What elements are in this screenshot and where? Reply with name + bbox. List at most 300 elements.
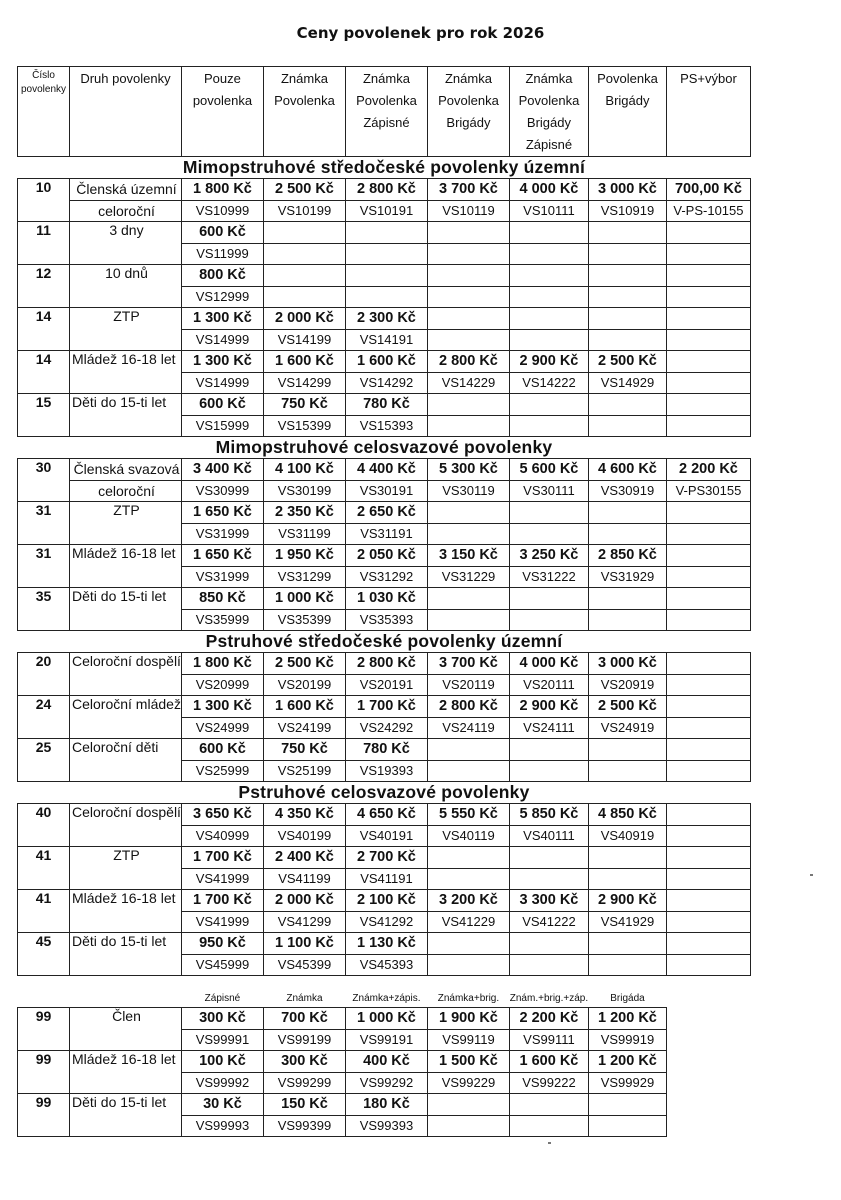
code-cell: VS15399 [263, 415, 345, 437]
price-cell [666, 804, 750, 826]
scan-speck [548, 1142, 551, 1144]
price-cell: 3 300 Kč [509, 890, 588, 912]
price-row [18, 394, 751, 416]
code-cell: VS14222 [509, 372, 588, 394]
spacer [666, 1051, 750, 1073]
price-cell: 2 200 Kč [509, 1008, 588, 1030]
spacer [18, 976, 751, 990]
price-cell [509, 265, 588, 287]
price-cell [666, 847, 750, 869]
code-cell: VS99991 [181, 1029, 263, 1051]
code-cell [666, 609, 750, 631]
price-cell: 4 600 Kč [588, 459, 666, 481]
permit-number: 99 [18, 1094, 70, 1137]
code-cell [666, 415, 750, 437]
code-cell: VS24199 [263, 717, 345, 739]
code-cell: VS24999 [181, 717, 263, 739]
price-cell: 1 300 Kč [181, 351, 263, 373]
price-cell: 1 900 Kč [427, 1008, 509, 1030]
price-cell: 1 600 Kč [263, 351, 345, 373]
price-cell [588, 502, 666, 524]
price-cell: 5 850 Kč [509, 804, 588, 826]
price-cell [588, 265, 666, 287]
price-cell: 2 300 Kč [345, 308, 427, 330]
price-cell: 1 500 Kč [427, 1051, 509, 1073]
code-cell [588, 243, 666, 265]
price-cell [666, 933, 750, 955]
price-cell: 2 500 Kč [588, 351, 666, 373]
price-cell [427, 933, 509, 955]
price-cell: 5 300 Kč [427, 459, 509, 481]
code-cell: VS41299 [263, 911, 345, 933]
permit-type: ZTP [70, 847, 182, 890]
code-cell: VS25199 [263, 760, 345, 782]
price-cell: 30 Kč [181, 1094, 263, 1116]
spacer [666, 1094, 750, 1116]
code-cell [666, 954, 750, 976]
permit-type: Celoroční dospělí [70, 653, 182, 696]
header-col-7: PS+výbor [666, 67, 750, 157]
price-cell: 2 800 Kč [345, 653, 427, 675]
code-cell: VS99992 [181, 1072, 263, 1094]
header-col-2: Známka Povolenka [263, 67, 345, 157]
code-cell: VS40919 [588, 825, 666, 847]
permit-number: 41 [18, 847, 70, 890]
price-cell: 2 350 Kč [263, 502, 345, 524]
price-cell: 300 Kč [263, 1051, 345, 1073]
supplement-header: Známka+brig. [427, 990, 509, 1008]
price-cell: 750 Kč [263, 394, 345, 416]
price-row [18, 308, 751, 330]
price-cell [666, 351, 750, 373]
code-cell [427, 1115, 509, 1137]
code-cell: VS35399 [263, 609, 345, 631]
price-row [18, 588, 751, 610]
price-cell [666, 739, 750, 761]
price-cell: 2 500 Kč [263, 179, 345, 201]
code-cell [345, 286, 427, 308]
code-cell: V-PS30155 [666, 480, 750, 502]
code-cell: VS20199 [263, 674, 345, 696]
price-cell: 1 700 Kč [181, 847, 263, 869]
price-cell [509, 222, 588, 244]
price-cell: 180 Kč [345, 1094, 427, 1116]
price-row [18, 890, 751, 912]
spacer [666, 1029, 750, 1051]
code-cell [427, 954, 509, 976]
code-cell: VS10199 [263, 200, 345, 222]
code-cell: VS99399 [263, 1115, 345, 1137]
supplement-price-row [18, 1051, 751, 1073]
permit-number: 14 [18, 351, 70, 394]
price-cell: 1 800 Kč [181, 179, 263, 201]
price-cell: 3 000 Kč [588, 179, 666, 201]
price-cell [588, 394, 666, 416]
code-cell [509, 868, 588, 890]
price-cell: 2 100 Kč [345, 890, 427, 912]
price-cell [666, 588, 750, 610]
code-cell [588, 609, 666, 631]
code-cell: VS40191 [345, 825, 427, 847]
code-cell [588, 954, 666, 976]
section-title: Mimopstruhové celosvazové povolenky [215, 437, 553, 457]
price-cell [666, 222, 750, 244]
code-cell: VS20191 [345, 674, 427, 696]
permit-number: 35 [18, 588, 70, 631]
code-cell: VS30919 [588, 480, 666, 502]
permit-number: 30 [18, 459, 70, 502]
price-cell [588, 588, 666, 610]
price-cell: 600 Kč [181, 222, 263, 244]
code-cell: VS31299 [263, 566, 345, 588]
price-row [18, 696, 751, 718]
price-cell: 3 250 Kč [509, 545, 588, 567]
code-cell: VS45399 [263, 954, 345, 976]
code-cell [427, 523, 509, 545]
price-cell: 3 650 Kč [181, 804, 263, 826]
section-title: Mimopstruhové středočeské povolenky územní [182, 157, 586, 177]
code-cell: VS30999 [181, 480, 263, 502]
price-cell: 2 850 Kč [588, 545, 666, 567]
price-cell [427, 222, 509, 244]
code-cell [427, 868, 509, 890]
code-cell: VS45999 [181, 954, 263, 976]
price-cell [509, 1094, 588, 1116]
code-cell: VS41229 [427, 911, 509, 933]
price-cell [588, 222, 666, 244]
price-cell: 4 350 Kč [263, 804, 345, 826]
code-cell: VS20111 [509, 674, 588, 696]
price-cell: 600 Kč [181, 394, 263, 416]
spacer [666, 990, 750, 1008]
price-cell [666, 890, 750, 912]
code-cell [588, 868, 666, 890]
code-cell: VS31199 [263, 523, 345, 545]
price-cell: 2 900 Kč [509, 351, 588, 373]
header-col-5: Známka Povolenka Brigády Zápisné [509, 67, 588, 157]
price-row [18, 179, 751, 201]
price-cell: 4 850 Kč [588, 804, 666, 826]
code-cell [666, 372, 750, 394]
code-cell [666, 286, 750, 308]
price-cell: 2 000 Kč [263, 308, 345, 330]
price-cell: 5 550 Kč [427, 804, 509, 826]
price-cell: 1 650 Kč [181, 502, 263, 524]
permit-type: Členská svazová [70, 459, 182, 481]
code-cell [509, 523, 588, 545]
price-row [18, 265, 751, 287]
code-cell: VS15393 [345, 415, 427, 437]
spacer-row [18, 976, 751, 990]
price-cell: 4 100 Kč [263, 459, 345, 481]
code-cell: VS14929 [588, 372, 666, 394]
permit-type: Děti do 15-ti let [70, 1094, 182, 1137]
permit-type: Mládež 16-18 let [70, 890, 182, 933]
permit-number: 11 [18, 222, 70, 265]
price-row [18, 351, 751, 373]
code-cell [588, 523, 666, 545]
code-cell: VS10119 [427, 200, 509, 222]
price-cell: 2 800 Kč [427, 696, 509, 718]
price-cell: 3 400 Kč [181, 459, 263, 481]
code-cell [427, 243, 509, 265]
code-cell: VS41199 [263, 868, 345, 890]
code-cell: VS41929 [588, 911, 666, 933]
price-cell [666, 696, 750, 718]
price-row [18, 222, 751, 244]
code-cell: VS40199 [263, 825, 345, 847]
price-cell [509, 502, 588, 524]
permit-number: 31 [18, 545, 70, 588]
price-cell [427, 588, 509, 610]
section-row [18, 157, 751, 179]
price-cell [427, 502, 509, 524]
code-cell [666, 911, 750, 933]
code-cell: V-PS-10155 [666, 200, 750, 222]
section-row [18, 782, 751, 804]
price-cell: 3 200 Kč [427, 890, 509, 912]
price-cell: 1 650 Kč [181, 545, 263, 567]
code-cell [427, 415, 509, 437]
price-cell: 3 700 Kč [427, 653, 509, 675]
code-cell: VS99111 [509, 1029, 588, 1051]
price-cell: 1 000 Kč [263, 588, 345, 610]
price-cell: 2 900 Kč [588, 890, 666, 912]
price-cell [666, 502, 750, 524]
code-cell: VS30119 [427, 480, 509, 502]
code-cell: VS30191 [345, 480, 427, 502]
code-cell [509, 1115, 588, 1137]
header-type: Druh povolenky [70, 67, 182, 157]
permit-type: ZTP [70, 308, 182, 351]
header-col-6: Povolenka Brigády [588, 67, 666, 157]
code-cell: VS41191 [345, 868, 427, 890]
price-cell [427, 394, 509, 416]
code-cell: VS14229 [427, 372, 509, 394]
price-cell [666, 653, 750, 675]
price-cell: 2 400 Kč [263, 847, 345, 869]
price-cell: 750 Kč [263, 739, 345, 761]
permit-number: 20 [18, 653, 70, 696]
price-cell: 100 Kč [181, 1051, 263, 1073]
code-cell: VS31929 [588, 566, 666, 588]
code-cell: VS14191 [345, 329, 427, 351]
header-col-3: Známka Povolenka Zápisné [345, 67, 427, 157]
permit-type: 3 dny [70, 222, 182, 265]
price-cell [588, 933, 666, 955]
price-cell [588, 739, 666, 761]
permit-type: Mládež 16-18 let [70, 351, 182, 394]
code-cell: VS14199 [263, 329, 345, 351]
supplement-price-row [18, 1008, 751, 1030]
code-cell: VS99929 [588, 1072, 666, 1094]
code-cell [666, 566, 750, 588]
price-row [18, 502, 751, 524]
permit-number: 45 [18, 933, 70, 976]
header-row [18, 67, 751, 157]
code-cell [509, 415, 588, 437]
code-cell: VS20119 [427, 674, 509, 696]
price-cell: 1 130 Kč [345, 933, 427, 955]
price-cell [666, 394, 750, 416]
code-cell: VS45393 [345, 954, 427, 976]
scan-speck [810, 874, 813, 876]
code-row [18, 480, 751, 502]
price-cell [263, 222, 345, 244]
price-cell [509, 739, 588, 761]
permit-number: 99 [18, 1051, 70, 1094]
permit-number: 14 [18, 308, 70, 351]
code-cell: VS99919 [588, 1029, 666, 1051]
permit-number: 99 [18, 1008, 70, 1051]
price-cell [509, 308, 588, 330]
permit-number: 10 [18, 179, 70, 222]
code-cell: VS19393 [345, 760, 427, 782]
price-cell: 1 600 Kč [509, 1051, 588, 1073]
code-cell: VS41292 [345, 911, 427, 933]
price-cell: 4 650 Kč [345, 804, 427, 826]
price-cell: 3 000 Kč [588, 653, 666, 675]
code-cell: VS99993 [181, 1115, 263, 1137]
price-cell [427, 308, 509, 330]
permit-type-detail: celoroční [70, 480, 182, 502]
code-cell [509, 243, 588, 265]
price-row [18, 804, 751, 826]
price-cell: 2 800 Kč [427, 351, 509, 373]
price-cell: 2 900 Kč [509, 696, 588, 718]
code-cell [666, 825, 750, 847]
price-cell: 1 300 Kč [181, 308, 263, 330]
price-cell: 1 800 Kč [181, 653, 263, 675]
price-cell: 780 Kč [345, 394, 427, 416]
price-cell [509, 588, 588, 610]
code-cell: VS10999 [181, 200, 263, 222]
price-cell: 5 600 Kč [509, 459, 588, 481]
code-cell: VS24292 [345, 717, 427, 739]
price-cell: 2 000 Kč [263, 890, 345, 912]
code-row [18, 200, 751, 222]
price-cell: 1 300 Kč [181, 696, 263, 718]
section-row [18, 437, 751, 459]
header-col-4: Známka Povolenka Brigády [427, 67, 509, 157]
code-cell: VS40119 [427, 825, 509, 847]
permit-type: 10 dnů [70, 265, 182, 308]
section-row [18, 631, 751, 653]
price-cell [427, 739, 509, 761]
permit-type: Členská územní [70, 179, 182, 201]
price-cell [588, 847, 666, 869]
supplement-header: Znám.+brig.+záp. [509, 990, 588, 1008]
price-cell [666, 265, 750, 287]
supplement-header: Zápisné [181, 990, 263, 1008]
code-cell [666, 329, 750, 351]
code-cell [427, 760, 509, 782]
code-cell: VS24919 [588, 717, 666, 739]
price-cell: 780 Kč [345, 739, 427, 761]
price-cell: 1 200 Kč [588, 1008, 666, 1030]
header-number: Číslo povolenky [18, 67, 70, 157]
code-cell: VS31229 [427, 566, 509, 588]
supplement-header: Brigáda [588, 990, 666, 1008]
code-cell [345, 243, 427, 265]
permit-type: Celoroční mládež [70, 696, 182, 739]
code-cell: VS15999 [181, 415, 263, 437]
price-cell: 2 700 Kč [345, 847, 427, 869]
permit-number: 41 [18, 890, 70, 933]
price-row [18, 933, 751, 955]
code-cell: VS35393 [345, 609, 427, 631]
price-cell: 400 Kč [345, 1051, 427, 1073]
permit-type: Mládež 16-18 let [70, 545, 182, 588]
price-cell [509, 933, 588, 955]
supplement-price-row [18, 1094, 751, 1116]
permit-type: Celoroční dospělí [70, 804, 182, 847]
code-cell: VS11999 [181, 243, 263, 265]
price-cell [345, 222, 427, 244]
code-cell: VS20999 [181, 674, 263, 696]
price-cell [427, 265, 509, 287]
code-cell: VS14299 [263, 372, 345, 394]
permit-number: 12 [18, 265, 70, 308]
code-cell: VS20919 [588, 674, 666, 696]
code-cell [263, 286, 345, 308]
price-row [18, 653, 751, 675]
supplement-header: Známka [263, 990, 345, 1008]
header-col-1: Pouze povolenka [181, 67, 263, 157]
price-cell [509, 394, 588, 416]
permit-type: Celoroční děti [70, 739, 182, 782]
code-cell: VS14999 [181, 329, 263, 351]
code-cell: VS41222 [509, 911, 588, 933]
code-cell: VS40999 [181, 825, 263, 847]
code-cell [427, 609, 509, 631]
code-cell: VS99222 [509, 1072, 588, 1094]
code-cell: VS12999 [181, 286, 263, 308]
code-cell: VS99292 [345, 1072, 427, 1094]
code-cell: VS41999 [181, 868, 263, 890]
price-cell: 4 400 Kč [345, 459, 427, 481]
code-cell: VS99299 [263, 1072, 345, 1094]
code-cell [588, 1115, 666, 1137]
price-cell: 2 200 Kč [666, 459, 750, 481]
code-cell [588, 760, 666, 782]
spacer [666, 1115, 750, 1137]
section-title: Pstruhové středočeské povolenky územní [205, 631, 563, 651]
price-table [17, 66, 751, 1137]
price-cell: 850 Kč [181, 588, 263, 610]
price-cell: 2 800 Kč [345, 179, 427, 201]
price-cell: 1 950 Kč [263, 545, 345, 567]
price-cell: 4 000 Kč [509, 179, 588, 201]
spacer [666, 1072, 750, 1094]
price-cell: 3 700 Kč [427, 179, 509, 201]
price-cell: 1 600 Kč [345, 351, 427, 373]
price-cell: 1 100 Kč [263, 933, 345, 955]
code-cell: VS99191 [345, 1029, 427, 1051]
spacer [666, 1008, 750, 1030]
price-cell: 1 030 Kč [345, 588, 427, 610]
price-cell: 1 700 Kč [345, 696, 427, 718]
price-cell: 2 500 Kč [588, 696, 666, 718]
supplement-header: Známka+zápis. [345, 990, 427, 1008]
permit-type-detail: celoroční [70, 200, 182, 222]
code-cell [588, 329, 666, 351]
permit-number: 31 [18, 502, 70, 545]
section-title: Pstruhové celosvazové povolenky [238, 782, 530, 802]
code-cell [509, 329, 588, 351]
code-cell [509, 760, 588, 782]
permit-type: Mládež 16-18 let [70, 1051, 182, 1094]
